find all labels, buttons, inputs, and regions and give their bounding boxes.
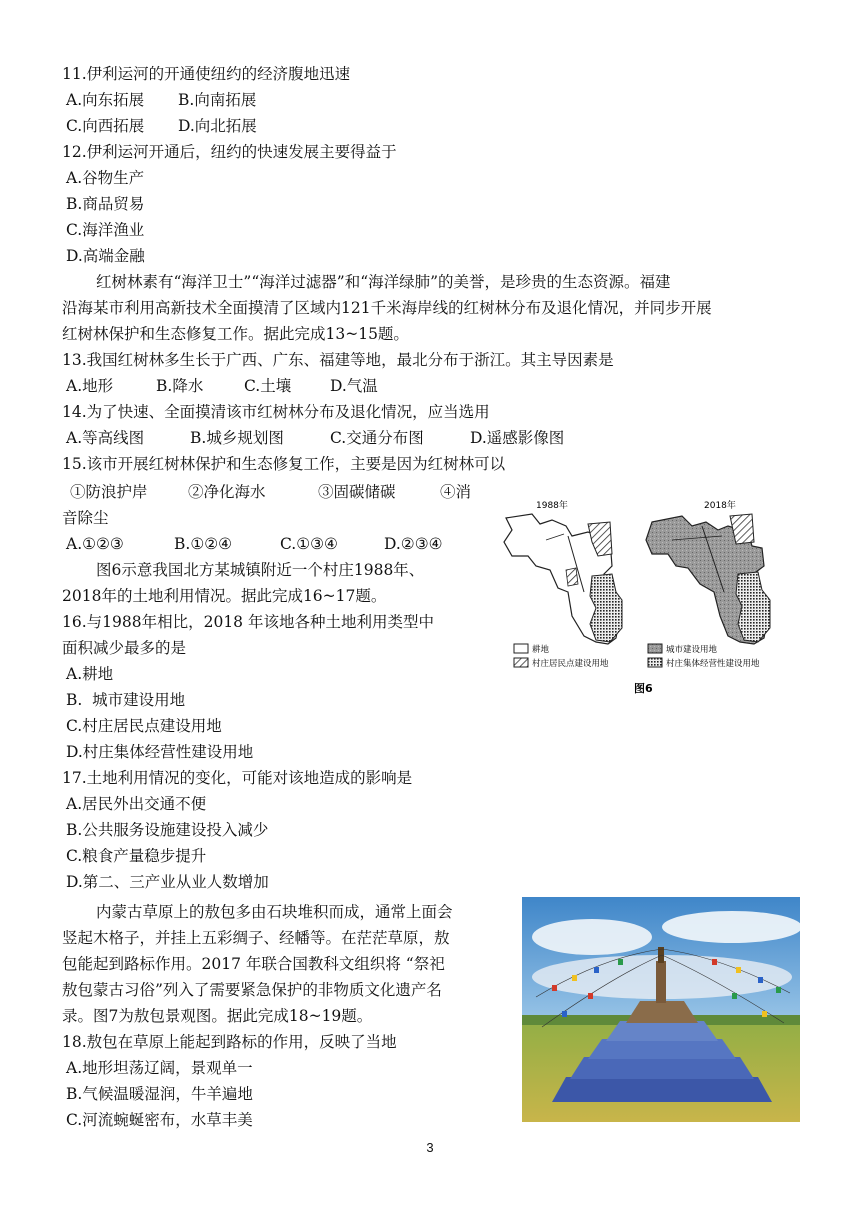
q11-option-d: D.向北拓展 xyxy=(178,117,257,135)
map-2018-label: 2018年 xyxy=(704,501,736,511)
mangrove-intro-line: 红树林素有“海洋卫士”“海洋过滤器”和“海洋绿肺”的美誉，是珍贵的生态资源。福建 xyxy=(96,273,671,291)
aobao-intro-line: 录。图7为敖包景观图。据此完成18~19题。 xyxy=(62,1007,373,1025)
mangrove-intro-line: 沿海某市利用高新技术全面摸清了区域内121千米海岸线的红树林分布及退化情况，并同步开展 xyxy=(62,299,712,317)
q14-option-b: B.城乡规划图 xyxy=(190,429,284,447)
q11-option-b: B.向南拓展 xyxy=(178,91,257,109)
q15-option-c: C.①③④ xyxy=(280,535,338,553)
figure-6-caption: 图6 xyxy=(634,682,653,695)
q14-option-d: D.遥感影像图 xyxy=(470,429,565,447)
q11-stem: 11.伊利运河的开通使纽约的经济腹地迅速 xyxy=(62,65,351,83)
q14-stem: 14.为了快速、全面摸清该市红树林分布及退化情况，应当选用 xyxy=(62,403,490,421)
map-1988 xyxy=(504,514,622,644)
q12-option-a: A.谷物生产 xyxy=(66,169,145,187)
q15-option-d: D.②③④ xyxy=(384,535,443,553)
q15-item-3: ③固碳储碳 xyxy=(318,483,396,501)
q12-option-d: D.高端金融 xyxy=(66,247,145,265)
legend-swatch-village-residential xyxy=(514,658,528,667)
fig6-intro-line: 2018年的土地利用情况。据此完成16~17题。 xyxy=(62,587,387,605)
q15-item-4: ④消 xyxy=(440,483,472,501)
q15-option-a: A.①②③ xyxy=(66,535,124,553)
q13-option-a: A.地形 xyxy=(66,377,114,395)
fig6-intro-line: 图6示意我国北方某城镇附近一个村庄1988年、 xyxy=(96,561,425,579)
q18-option-c: C.河流蜿蜒密布，水草丰美 xyxy=(66,1111,253,1129)
q12-option-b: B.商品贸易 xyxy=(66,195,145,213)
legend-swatch-village-collective xyxy=(648,658,662,667)
q15-item-1: ①防浪护岸 xyxy=(70,483,148,501)
map-1988-label: 1988年 xyxy=(536,501,568,511)
q12-option-c: C.海洋渔业 xyxy=(66,221,145,239)
q15-option-b: B.①②④ xyxy=(174,535,233,553)
aobao-intro-line: 包能起到路标作用。2017 年联合国教科文组织将 “祭祀 xyxy=(62,955,445,973)
legend-village-collective: 村庄集体经营性建设用地 xyxy=(666,659,760,669)
q18-stem: 18.敖包在草原上能起到路标的作用，反映了当地 xyxy=(62,1033,397,1051)
q18-option-a: A.地形坦荡辽阔，景观单一 xyxy=(66,1059,253,1077)
q15-item-4-cont: 音除尘 xyxy=(62,509,109,527)
q13-option-c: C.土壤 xyxy=(244,377,292,395)
q16-option-b: B. 城市建设用地 xyxy=(66,691,186,709)
q13-stem: 13.我国红树林多生长于广西、广东、福建等地，最北分布于浙江。其主导因素是 xyxy=(62,351,614,369)
figure-6-land-use-map xyxy=(492,496,792,698)
q17-option-c: C.粮食产量稳步提升 xyxy=(66,847,207,865)
legend-swatch-urban xyxy=(648,644,662,653)
legend-urban: 城市建设用地 xyxy=(666,645,718,655)
q17-option-a: A.居民外出交通不便 xyxy=(66,795,207,813)
q15-stem: 15.该市开展红树林保护和生态修复工作，主要是因为红树林可以 xyxy=(62,455,506,473)
q16-option-a: A.耕地 xyxy=(66,665,114,683)
q17-stem: 17.土地利用情况的变化，可能对该地造成的影响是 xyxy=(62,769,413,787)
legend-farmland: 耕地 xyxy=(532,645,550,655)
map-2018 xyxy=(646,514,770,644)
aobao-intro-line: 内蒙古草原上的敖包多由石块堆积而成，通常上面会 xyxy=(96,903,453,921)
q13-option-b: B.降水 xyxy=(156,377,204,395)
q11-option-a: A.向东拓展 xyxy=(66,91,145,109)
q16-stem-cont: 面积减少最多的是 xyxy=(62,639,187,657)
q16-stem: 16.与1988年相比，2018 年该地各种土地利用类型中 xyxy=(62,613,434,631)
q16-option-d: D.村庄集体经营性建设用地 xyxy=(66,743,254,761)
q15-item-2: ②净化海水 xyxy=(188,483,266,501)
q14-option-c: C.交通分布图 xyxy=(330,429,424,447)
q18-option-b: B.气候温暖湿润，牛羊遍地 xyxy=(66,1085,253,1103)
q16-option-c: C.村庄居民点建设用地 xyxy=(66,717,222,735)
figure-7-aobao-photo xyxy=(522,897,800,1122)
map-legend xyxy=(514,644,760,669)
q14-option-a: A.等高线图 xyxy=(66,429,145,447)
page-number: 3 xyxy=(426,1140,434,1155)
q12-stem: 12.伊利运河开通后，纽约的快速发展主要得益于 xyxy=(62,143,397,161)
legend-village-residential: 村庄居民点建设用地 xyxy=(532,659,609,669)
aobao-intro-line: 竖起木格子，并挂上五彩绸子、经幡等。在茫茫草原，敖 xyxy=(62,929,450,947)
q11-option-c: C.向西拓展 xyxy=(66,117,145,135)
legend-swatch-farmland xyxy=(514,644,528,653)
q17-option-b: B.公共服务设施建设投入减少 xyxy=(66,821,269,839)
aobao-intro-line: 敖包蒙古习俗”列入了需要紧急保护的非物质文化遗产名 xyxy=(62,981,442,999)
q13-option-d: D.气温 xyxy=(330,377,378,395)
mangrove-intro-line: 红树林保护和生态修复工作。据此完成13~15题。 xyxy=(62,325,409,343)
q17-option-d: D.第二、三产业从业人数增加 xyxy=(66,873,269,891)
